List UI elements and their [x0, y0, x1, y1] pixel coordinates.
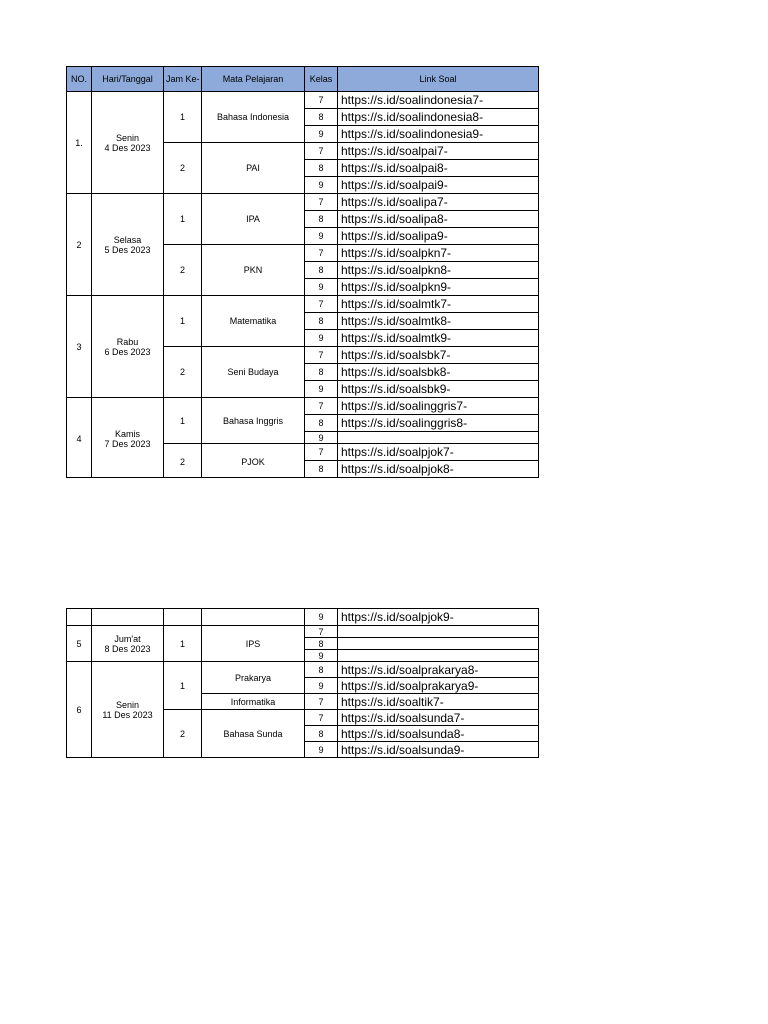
- session-subject: PJOK: [202, 444, 305, 478]
- session-jam: 2: [164, 245, 202, 296]
- row-link[interactable]: https://s.id/soalpjok7-: [338, 444, 539, 461]
- row-kelas: 7: [305, 143, 338, 160]
- session-subject: Bahasa Inggris: [202, 398, 305, 444]
- empty-cell: [164, 609, 202, 626]
- row-kelas: 9: [305, 742, 338, 758]
- row-kelas: 8: [305, 726, 338, 742]
- row-link[interactable]: https://s.id/soalinggris8-: [338, 415, 539, 432]
- day-name: Senin: [115, 699, 140, 710]
- session-jam: 1: [164, 92, 202, 143]
- session-jam: 2: [164, 143, 202, 194]
- row-link: [338, 650, 539, 662]
- day-date-cell: [92, 296, 164, 398]
- header-hari-tanggal: Hari/Tanggal: [92, 67, 164, 92]
- session-subject: Prakarya: [202, 662, 305, 694]
- day-name: Senin: [115, 132, 140, 143]
- session-jam: 2: [164, 444, 202, 478]
- exam-schedule-table: [66, 66, 539, 478]
- session-jam: 1: [164, 296, 202, 347]
- row-link[interactable]: https://s.id/soalmtk9-: [338, 330, 539, 347]
- row-kelas: 8: [305, 262, 338, 279]
- row-link[interactable]: https://s.id/soalsunda9-: [338, 742, 539, 758]
- row-link[interactable]: https://s.id/soalpkn7-: [338, 245, 539, 262]
- header-mata-pelajaran: Mata Pelajaran: [202, 67, 305, 92]
- table-row: [67, 194, 539, 211]
- day-no: 6: [67, 662, 92, 758]
- row-kelas: 9: [305, 678, 338, 694]
- session-subject: IPS: [202, 626, 305, 662]
- row-kelas: 9: [305, 381, 338, 398]
- row-kelas: 7: [305, 245, 338, 262]
- row-link[interactable]: https://s.id/soalmtk7-: [338, 296, 539, 313]
- row-kelas: 8: [305, 109, 338, 126]
- session-jam: 1: [164, 626, 202, 662]
- row-kelas: 8: [305, 638, 338, 650]
- empty-cell: [67, 609, 92, 626]
- row-link[interactable]: https://s.id/soalsunda7-: [338, 710, 539, 726]
- day-date-cell: [92, 398, 164, 478]
- day-date-cell: [92, 662, 164, 758]
- row-link[interactable]: https://s.id/soalpkn9-: [338, 279, 539, 296]
- session-jam: 2: [164, 710, 202, 758]
- header-jam-ke: Jam Ke-: [164, 67, 202, 92]
- day-date: 4 Des 2023: [104, 142, 151, 153]
- row-link: [338, 626, 539, 638]
- row-kelas: 9: [305, 279, 338, 296]
- row-link[interactable]: https://s.id/soalindonesia8-: [338, 109, 539, 126]
- table-header-row: [67, 67, 539, 92]
- day-date: 5 Des 2023: [104, 244, 151, 255]
- row-kelas: 8: [305, 211, 338, 228]
- day-no: 1.: [67, 92, 92, 194]
- table-row: [67, 662, 539, 678]
- row-link[interactable]: https://s.id/soalmtk8-: [338, 313, 539, 330]
- row-kelas: 9: [305, 177, 338, 194]
- row-link: [338, 638, 539, 650]
- row-kelas: 7: [305, 296, 338, 313]
- row-link[interactable]: https://s.id/soalindonesia9-: [338, 126, 539, 143]
- row-kelas: 7: [305, 398, 338, 415]
- row-kelas: 8: [305, 364, 338, 381]
- row-kelas: 8: [305, 415, 338, 432]
- row-kelas: 8: [305, 662, 338, 678]
- row-kelas: 9: [305, 432, 338, 444]
- row-kelas: 7: [305, 626, 338, 638]
- day-date-cell: [92, 626, 164, 662]
- day-date-cell: [92, 194, 164, 296]
- row-kelas: 7: [305, 347, 338, 364]
- row-kelas: 9: [305, 330, 338, 347]
- table-row: [67, 398, 539, 415]
- session-jam: 1: [164, 194, 202, 245]
- row-kelas: 8: [305, 313, 338, 330]
- row-link[interactable]: https://s.id/soalpkn8-: [338, 262, 539, 279]
- session-subject: Informatika: [202, 694, 305, 710]
- header-kelas: Kelas: [305, 67, 338, 92]
- session-jam: 1: [164, 662, 202, 710]
- exam-schedule-table-continued: [66, 608, 539, 758]
- table-row: [67, 296, 539, 313]
- row-kelas: 9: [305, 228, 338, 245]
- row-kelas: 7: [305, 710, 338, 726]
- session-subject: IPA: [202, 194, 305, 245]
- row-link[interactable]: https://s.id/soalpai7-: [338, 143, 539, 160]
- row-link: [338, 432, 539, 444]
- row-link[interactable]: https://s.id/soalprakarya9-: [338, 678, 539, 694]
- row-link[interactable]: https://s.id/soalpai8-: [338, 160, 539, 177]
- session-subject: Matematika: [202, 296, 305, 347]
- session-jam: 1: [164, 398, 202, 444]
- row-kelas: 7: [305, 444, 338, 461]
- row-link[interactable]: https://s.id/soalpjok8-: [338, 461, 539, 478]
- day-date-cell: [92, 92, 164, 194]
- day-name: Rabu: [116, 336, 139, 347]
- row-link[interactable]: https://s.id/soaltik7-: [338, 694, 539, 710]
- day-no: 4: [67, 398, 92, 478]
- row-link[interactable]: https://s.id/soalsunda8-: [338, 726, 539, 742]
- header-no: NO.: [67, 67, 92, 92]
- row-kelas: 8: [305, 461, 338, 478]
- row-kelas: 9: [305, 650, 338, 662]
- session-subject: Bahasa Sunda: [202, 710, 305, 758]
- day-name: Selasa: [113, 234, 142, 245]
- session-jam: 2: [164, 347, 202, 398]
- table-row: [67, 609, 539, 626]
- row-kelas: 8: [305, 160, 338, 177]
- day-no: 5: [67, 626, 92, 662]
- session-subject: PAI: [202, 143, 305, 194]
- session-subject: Seni Budaya: [202, 347, 305, 398]
- row-link[interactable]: https://s.id/soalpai9-: [338, 177, 539, 194]
- empty-cell: [92, 609, 164, 626]
- day-name: Jum'at: [114, 633, 141, 644]
- day-date: 8 Des 2023: [104, 643, 151, 654]
- row-link[interactable]: https://s.id/soalsbk9-: [338, 381, 539, 398]
- row-link[interactable]: https://s.id/soalipa9-: [338, 228, 539, 245]
- session-subject: PKN: [202, 245, 305, 296]
- row-link[interactable]: https://s.id/soalindonesia7-: [338, 92, 539, 109]
- header-link-soal: Link Soal: [338, 67, 539, 92]
- session-subject: Bahasa Indonesia: [202, 92, 305, 143]
- day-no: 2: [67, 194, 92, 296]
- row-link[interactable]: https://s.id/soalipa8-: [338, 211, 539, 228]
- day-no: 3: [67, 296, 92, 398]
- row-link[interactable]: https://s.id/soalinggris7-: [338, 398, 539, 415]
- day-date: 6 Des 2023: [104, 346, 151, 357]
- table-row: [67, 626, 539, 638]
- row-link[interactable]: https://s.id/soalipa7-: [338, 194, 539, 211]
- row-kelas: 7: [305, 694, 338, 710]
- row-link[interactable]: https://s.id/soalsbk7-: [338, 347, 539, 364]
- row-kelas: 9: [305, 609, 338, 626]
- row-link[interactable]: https://s.id/soalprakarya8-: [338, 662, 539, 678]
- day-date: 7 Des 2023: [104, 438, 151, 449]
- empty-cell: [202, 609, 305, 626]
- row-kelas: 7: [305, 92, 338, 109]
- day-name: Kamis: [114, 428, 140, 439]
- day-date: 11 Des 2023: [102, 709, 153, 720]
- row-link[interactable]: https://s.id/soalsbk8-: [338, 364, 539, 381]
- row-link[interactable]: https://s.id/soalpjok9-: [338, 609, 539, 626]
- row-kelas: 9: [305, 126, 338, 143]
- table-row: [67, 92, 539, 109]
- row-kelas: 7: [305, 194, 338, 211]
